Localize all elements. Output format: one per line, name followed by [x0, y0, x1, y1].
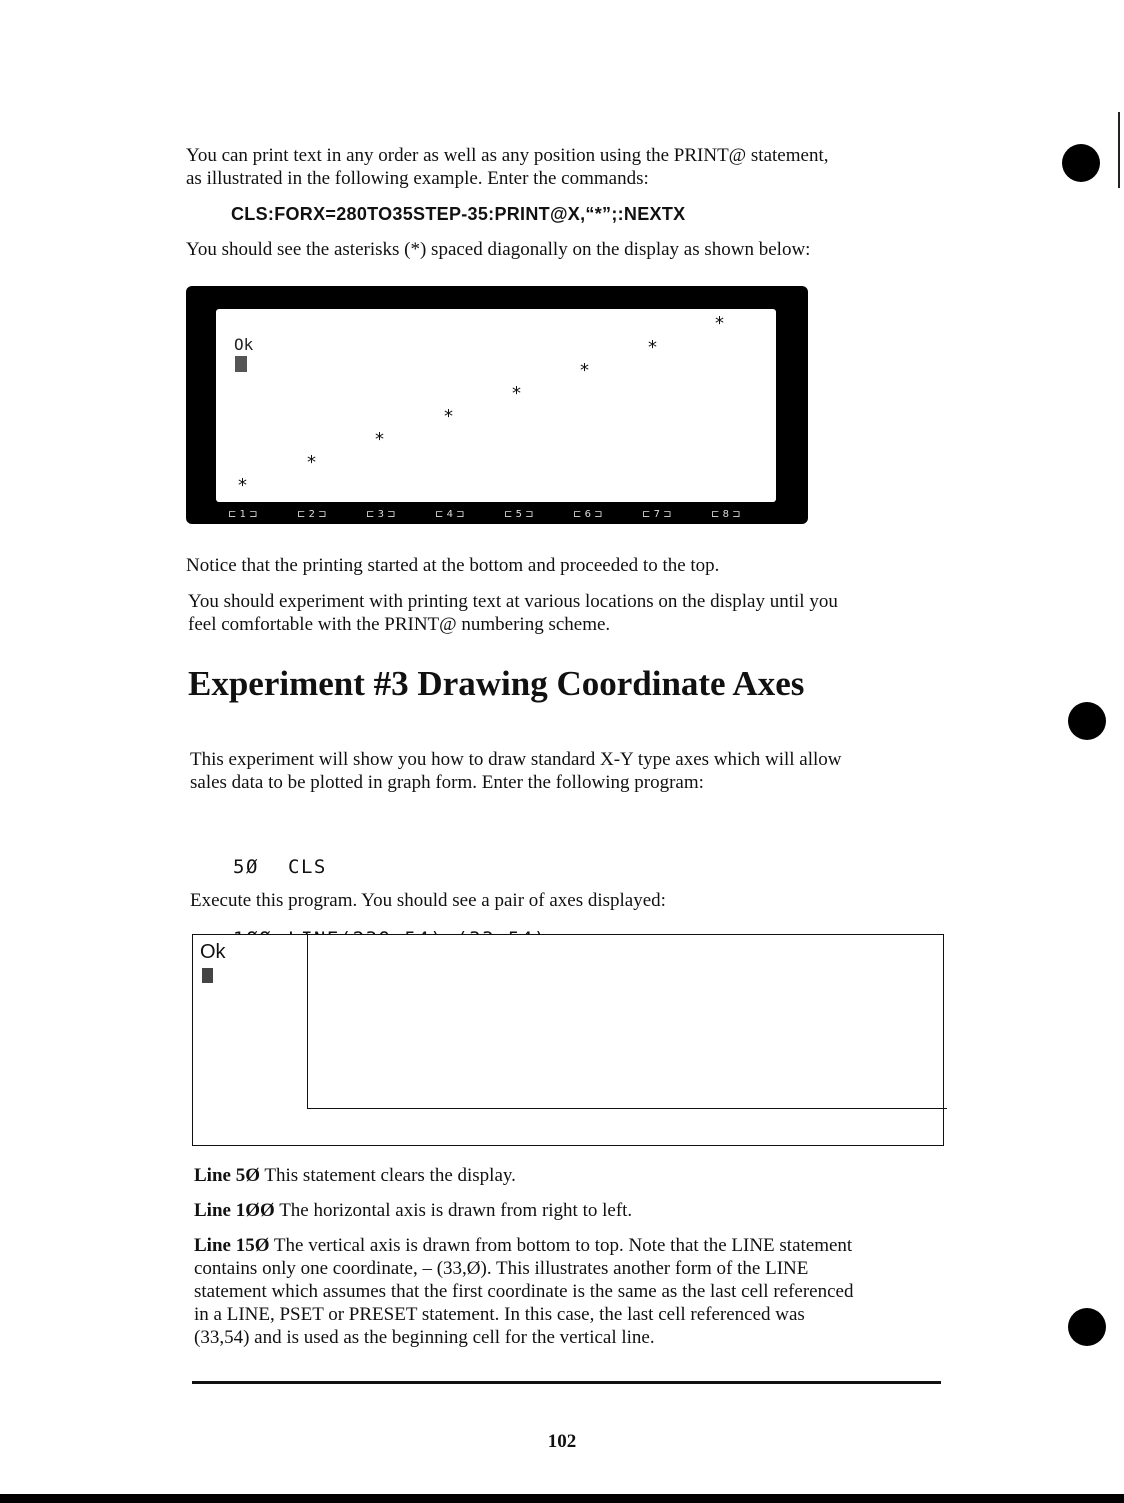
- function-key-label: ⊏ 6 ⊐: [573, 509, 603, 520]
- experiment-line-2: feel comfortable with the PRINT@ numbering scheme.: [188, 614, 611, 635]
- binder-hole-bottom: [1068, 1308, 1106, 1346]
- experiment-line-1: You should experiment with printing text at various locations on the display until you: [188, 591, 838, 612]
- function-key-label: ⊏ 4 ⊐: [435, 509, 465, 520]
- note-150-cont-3: in a LINE, PSET or PRESET statement. In this case, the last cell referenced was: [194, 1304, 805, 1325]
- note-line-150: [194, 1234, 852, 1257]
- asterisk: *: [444, 406, 453, 427]
- line-number: 5Ø: [233, 856, 259, 878]
- note-text: This statement clears the display.: [264, 1165, 516, 1186]
- notice-text: Notice that the printing started at the bottom and proceeded to the top.: [186, 555, 720, 576]
- asterisk: *: [307, 452, 316, 473]
- note-line-50: [194, 1164, 516, 1187]
- lcd-screen: [216, 309, 776, 502]
- section-heading: Experiment #3 Drawing Coordinate Axes: [188, 664, 805, 703]
- line-code: CLS: [288, 856, 327, 878]
- note-150-cont-2: statement which assumes that the first coordinate is the same as the last cell referenced: [194, 1281, 854, 1302]
- note-text: The horizontal axis is drawn from right to left.: [279, 1200, 633, 1221]
- intro-line-1: You can print text in any order as well as any position using the PRINT@ statement,: [186, 145, 829, 166]
- function-key-label: ⊏ 7 ⊐: [642, 509, 672, 520]
- execute-text: Execute this program. You should see a pair of axes displayed:: [190, 890, 666, 911]
- observe-text: You should see the asterisks (*) spaced diagonally on the display as shown below:: [186, 239, 811, 260]
- page-edge-line: [1118, 112, 1120, 188]
- asterisk: *: [715, 313, 724, 334]
- function-key-label: ⊏ 1 ⊐: [228, 509, 258, 520]
- horizontal-axis: [307, 1108, 947, 1109]
- section-desc-1: This experiment will show you how to draw standard X-Y type axes which will allow: [190, 749, 842, 770]
- binder-hole-top: [1062, 144, 1100, 182]
- asterisk: *: [512, 383, 521, 404]
- vertical-axis: [307, 935, 308, 1109]
- ok-prompt: Ok: [234, 335, 254, 354]
- footer-rule: [192, 1381, 941, 1384]
- axes-display: [192, 934, 944, 1146]
- function-key-label: ⊏ 3 ⊐: [366, 509, 396, 520]
- lcd-display-asterisks: [186, 286, 808, 524]
- asterisk: *: [238, 475, 247, 496]
- note-150-cont-1: contains only one coordinate, – (33,Ø). This illustrates another form of the LINE: [194, 1258, 809, 1279]
- note-label: Line 1ØØ: [194, 1200, 275, 1221]
- note-150-cont-4: (33,54) and is used as the beginning cell for the vertical line.: [194, 1327, 655, 1348]
- asterisk: *: [580, 360, 589, 381]
- asterisk: *: [375, 429, 384, 450]
- note-text: The vertical axis is drawn from bottom to top. Note that the LINE statement: [273, 1235, 853, 1256]
- ok-prompt: Ok: [200, 941, 226, 963]
- binder-hole-middle: [1068, 702, 1106, 740]
- function-key-label: ⊏ 8 ⊐: [711, 509, 741, 520]
- note-label: Line 15Ø: [194, 1235, 270, 1256]
- program-line: [233, 855, 547, 879]
- note-line-100: [194, 1199, 632, 1222]
- function-key-label: ⊏ 2 ⊐: [297, 509, 327, 520]
- scan-bottom-edge: [0, 1494, 1124, 1503]
- asterisk: *: [648, 337, 657, 358]
- page-number: 102: [547, 1431, 577, 1452]
- function-key-label: ⊏ 5 ⊐: [504, 509, 534, 520]
- cursor: [202, 968, 213, 983]
- intro-line-2: as illustrated in the following example. Enter the commands:: [186, 168, 649, 189]
- cursor: [235, 356, 247, 372]
- print-command: CLS:FORX=280TO35STEP-35:PRINT@X,“*”;:NEXTX: [231, 204, 686, 224]
- note-label: Line 5Ø: [194, 1165, 260, 1186]
- section-desc-2: sales data to be plotted in graph form. Enter the following program:: [190, 772, 704, 793]
